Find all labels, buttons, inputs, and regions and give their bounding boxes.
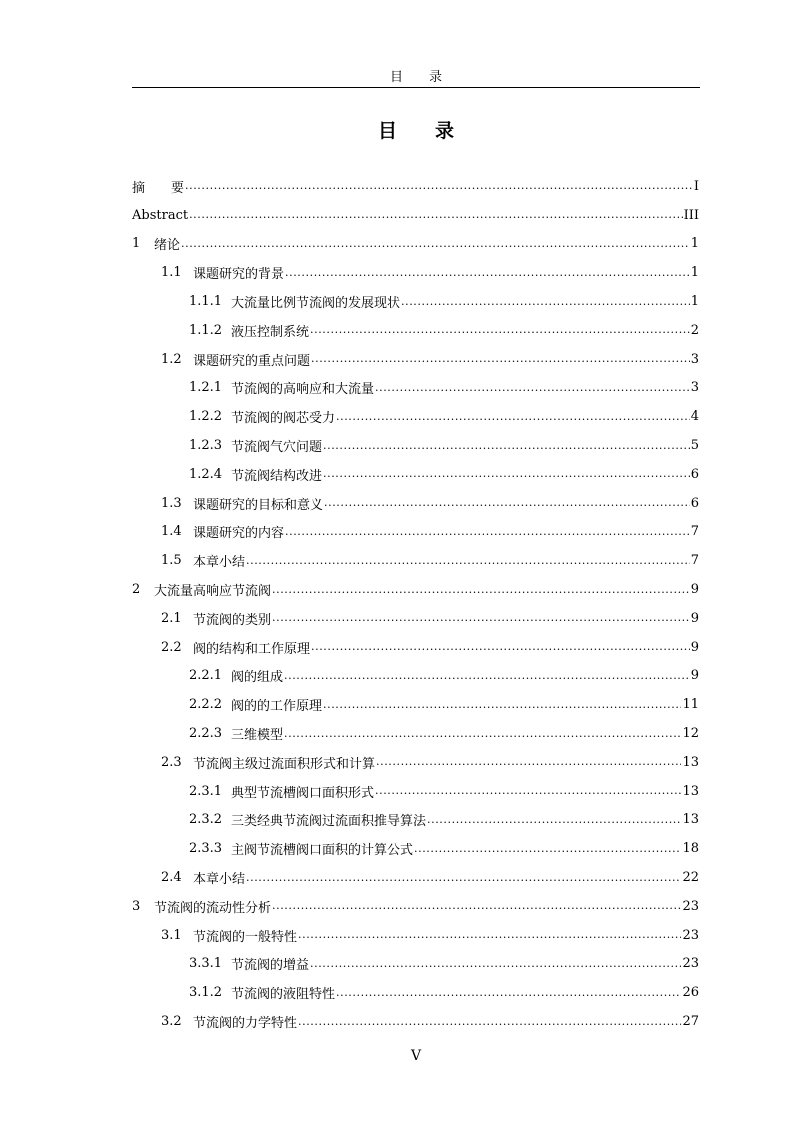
- toc-entry[interactable]: [132, 1007, 699, 1036]
- toc-entry[interactable]: [132, 460, 699, 489]
- toc-entry-number: 3: [132, 898, 141, 914]
- toc-entry-number: 3.1: [161, 927, 182, 943]
- toc-entry[interactable]: [132, 230, 699, 259]
- toc-entry[interactable]: [132, 863, 699, 892]
- toc-entry-title: 课题研究的背景: [193, 267, 285, 283]
- toc-entry-title: 节流阀的高响应和大流量: [231, 382, 375, 398]
- toc-entry-title: 节流阀的阀芯受力: [231, 411, 336, 427]
- toc-entry[interactable]: [132, 287, 699, 316]
- toc-entry-page: 13: [682, 754, 699, 770]
- dot-leader: [285, 266, 690, 280]
- toc-entry-page: 22: [682, 870, 699, 886]
- dot-leader: [375, 784, 681, 798]
- toc-entry-page: 23: [682, 956, 699, 972]
- toc-entry-page: 9: [690, 582, 699, 598]
- toc-entry-number: 1.1.1: [189, 294, 223, 310]
- toc-entry[interactable]: [132, 806, 699, 835]
- toc-entry-number: 2.2: [161, 639, 182, 655]
- toc-entry-number: 1.5: [161, 553, 182, 569]
- toc-entry-page: 9: [690, 668, 699, 684]
- toc-entry-page: 13: [682, 783, 699, 799]
- header-rule: [132, 87, 700, 88]
- toc-entry-page: 4: [690, 409, 699, 425]
- dot-leader: [310, 957, 681, 971]
- page-title: 目 录: [377, 120, 454, 142]
- toc-entry-title: 节流阀结构改进: [231, 468, 323, 484]
- toc-entry-title: 主阀节流槽阀口面积的计算公式: [231, 843, 414, 859]
- dot-leader: [285, 525, 690, 539]
- toc-entry-page: 2: [690, 322, 699, 338]
- dot-leader: [189, 208, 683, 222]
- toc-entry[interactable]: [132, 172, 699, 201]
- toc-entry[interactable]: [132, 719, 699, 748]
- toc-entry-number: 1.1: [161, 265, 182, 281]
- dot-leader: [298, 928, 681, 942]
- toc-entry[interactable]: [132, 316, 699, 345]
- toc-entry-number: 2.1: [161, 610, 182, 626]
- toc-entry-page: 5: [690, 438, 699, 454]
- toc-entry-page: 6: [690, 495, 699, 511]
- toc-entry-number: 1.3: [161, 495, 182, 511]
- dot-leader: [376, 755, 681, 769]
- dot-leader: [375, 381, 690, 395]
- toc-entry-number: 3.2: [161, 1014, 182, 1029]
- dot-leader: [284, 669, 690, 683]
- dot-leader: [272, 583, 690, 597]
- toc-entry-page: 18: [682, 841, 699, 857]
- toc-entry[interactable]: [132, 489, 699, 518]
- toc-entry[interactable]: [132, 546, 699, 575]
- toc-entry-title: 节流阀的流动性分析: [154, 900, 272, 916]
- toc-entry-title: 本章小结: [193, 555, 246, 571]
- dot-leader: [336, 410, 690, 424]
- toc-entry-page: 9: [690, 610, 699, 626]
- toc-entry[interactable]: [132, 690, 699, 719]
- dot-leader: [181, 237, 690, 251]
- dot-leader: [323, 467, 690, 481]
- dot-leader: [298, 1015, 681, 1029]
- toc-entry[interactable]: [132, 892, 699, 921]
- toc-entry[interactable]: [132, 518, 699, 547]
- toc-entry-number: 2.3.1: [189, 783, 223, 799]
- toc-entry-title: 课题研究的目标和意义: [193, 497, 324, 513]
- toc-entry[interactable]: [132, 575, 699, 604]
- toc-entry-page: 11: [682, 697, 699, 713]
- running-header: 目 录: [389, 70, 442, 85]
- toc-entry[interactable]: [132, 748, 699, 777]
- toc-entry-number: 2.2.1: [189, 668, 223, 684]
- toc-entry-number: 1: [132, 236, 141, 252]
- toc-entry-page: 1: [690, 294, 699, 310]
- toc-entry[interactable]: [132, 777, 699, 806]
- toc-entry[interactable]: [132, 978, 699, 1007]
- toc-entry[interactable]: [132, 258, 699, 287]
- dot-leader: [336, 986, 681, 1000]
- toc-entry-page: 23: [682, 898, 699, 914]
- toc-entry[interactable]: [132, 345, 699, 374]
- toc-entry-title: 节流阀气穴问题: [231, 440, 323, 456]
- dot-leader: [323, 439, 690, 453]
- dot-leader: [284, 727, 681, 741]
- toc-entry-page: 13: [682, 812, 699, 828]
- toc-entry-title: 节流阀的力学特性: [193, 1016, 298, 1031]
- toc-entry-page: 3: [690, 351, 699, 367]
- toc-entry-title: 典型节流槽阀口面积形式: [231, 785, 375, 801]
- toc-entry-number: 1.2.1: [189, 380, 223, 396]
- toc-entry-number: 3.3.1: [189, 956, 223, 972]
- toc-entry-title: 本章小结: [193, 872, 246, 888]
- toc-entry-title: 三维模型: [231, 728, 284, 744]
- toc-entry-page: 3: [690, 380, 699, 396]
- toc-entry-number: 1.2.2: [189, 409, 223, 425]
- toc-entry-number: 2.4: [161, 870, 182, 886]
- toc-entry[interactable]: [132, 604, 699, 633]
- page-number: V: [410, 1048, 422, 1064]
- toc-entry[interactable]: [132, 921, 699, 950]
- dot-leader: [414, 842, 681, 856]
- toc-entry-number: 2.3.3: [189, 841, 223, 857]
- dot-leader: [246, 554, 690, 568]
- toc-entry[interactable]: [132, 402, 699, 431]
- toc-entry-title: 节流阀的一般特性: [193, 929, 298, 945]
- toc-entry-number: 2.3: [161, 754, 182, 770]
- toc-entry-page: 23: [682, 927, 699, 943]
- dot-leader: [272, 899, 681, 913]
- toc-entry[interactable]: [132, 950, 699, 979]
- toc-entry-page: 7: [690, 553, 699, 569]
- toc-entry-number: 3.1.2: [189, 985, 223, 1001]
- toc-entry-number: 1.2.4: [189, 466, 223, 482]
- toc-entry-page: 12: [682, 726, 699, 742]
- toc-entry-title: 节流阀的增益: [231, 958, 310, 974]
- toc-entry-page: 26: [682, 985, 699, 1001]
- toc-entry-title: 大流量高响应节流阀: [154, 584, 272, 600]
- toc-entry-page: 1: [690, 265, 699, 281]
- toc-entry-number: 1.1.2: [189, 322, 223, 338]
- toc-entry[interactable]: [132, 431, 699, 460]
- dot-leader: [185, 179, 693, 193]
- toc-entry[interactable]: [132, 201, 699, 230]
- toc-entry-page: 1: [690, 236, 699, 252]
- toc-entry-title: 液压控制系统: [231, 324, 310, 340]
- dot-leader: [323, 698, 681, 712]
- dot-leader: [311, 640, 690, 654]
- toc-entry-title: 摘 要: [132, 180, 185, 196]
- toc-entry-page: 7: [690, 524, 699, 540]
- toc-entry-number: 1.4: [161, 524, 182, 540]
- toc-entry-number: 2: [132, 582, 141, 598]
- toc-entry-title: 阀的结构和工作原理: [193, 641, 311, 657]
- toc-entry-number: 1.2: [161, 351, 182, 367]
- toc-entry-title: 阀的组成: [231, 670, 284, 686]
- toc-entry-title: 绪论: [154, 238, 181, 254]
- toc-entry-title: 节流阀的类别: [193, 612, 272, 628]
- toc-entry-number: 2.3.2: [189, 812, 223, 828]
- toc-entry-title: 课题研究的重点问题: [193, 353, 311, 369]
- dot-leader: [310, 323, 690, 337]
- toc-entry[interactable]: [132, 662, 699, 691]
- toc-entry-number: 2.2.3: [189, 726, 223, 742]
- table-of-contents: [132, 172, 699, 1036]
- toc-entry-title: 大流量比例节流阀的发展现状: [231, 296, 401, 312]
- toc-entry[interactable]: [132, 633, 699, 662]
- dot-leader: [311, 352, 690, 366]
- toc-entry-title: 节流阀主级过流面积形式和计算: [193, 756, 376, 772]
- toc-entry-page: 9: [690, 639, 699, 655]
- toc-entry-page: 6: [690, 466, 699, 482]
- toc-entry-number: 1.2.3: [189, 438, 223, 454]
- dot-leader: [246, 871, 681, 885]
- toc-entry[interactable]: [132, 834, 699, 863]
- toc-entry-title: Abstract: [132, 207, 189, 223]
- toc-entry-number: 2.2.2: [189, 697, 223, 713]
- toc-entry-page: III: [683, 207, 699, 223]
- toc-entry-title: 阀的的工作原理: [231, 699, 323, 715]
- toc-entry-title: 节流阀的液阻特性: [231, 987, 336, 1003]
- dot-leader: [427, 813, 681, 827]
- dot-leader: [272, 611, 690, 625]
- toc-entry-page: I: [693, 178, 699, 194]
- toc-entry-page: 27: [682, 1014, 699, 1029]
- toc-entry[interactable]: [132, 374, 699, 403]
- dot-leader: [324, 496, 690, 510]
- dot-leader: [401, 295, 690, 309]
- toc-entry-title: 课题研究的内容: [193, 526, 285, 542]
- toc-entry-title: 三类经典节流阀过流面积推导算法: [231, 814, 427, 830]
